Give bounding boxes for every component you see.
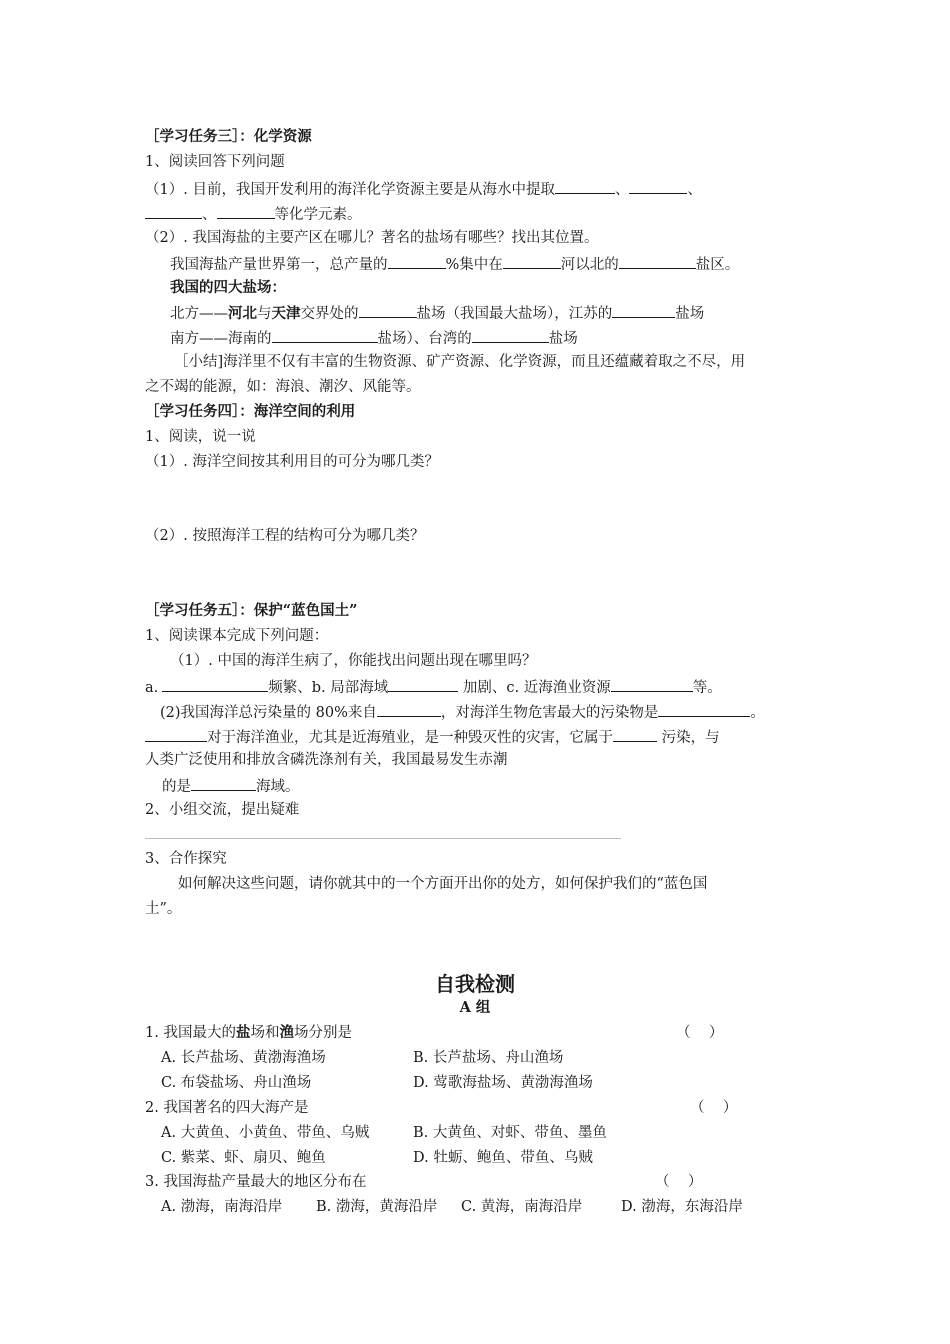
south-text: 盐场）、台湾的 xyxy=(377,331,472,347)
salt-text: 盐区。 xyxy=(695,257,740,273)
q3-option-c[interactable]: C. 黄海，南海沿岸 xyxy=(461,1199,583,1215)
question-1-stem xyxy=(145,1023,352,1043)
salt-text: 我国海盐产量世界第一，总产量的 xyxy=(170,257,388,273)
answer-blank[interactable] xyxy=(503,253,561,269)
q2-option-c[interactable]: C. 紫菜、虾、扇贝、鲍鱼 xyxy=(161,1150,326,1166)
q2-option-b[interactable]: B. 大黄鱼、对虾、带鱼、墨鱼 xyxy=(413,1125,607,1141)
task3-q1-1-line xyxy=(145,178,702,200)
problem-text: a. xyxy=(145,680,159,696)
answer-blank[interactable] xyxy=(145,726,207,742)
answer-blank[interactable] xyxy=(613,726,657,742)
stem-bold: 渔 xyxy=(279,1024,294,1041)
task3-q1: 1、阅读回答下列问题 xyxy=(145,154,285,170)
pollution-line xyxy=(160,701,765,723)
q2-option-d[interactable]: D. 牡蛎、鲍鱼、带鱼、乌贼 xyxy=(413,1150,593,1166)
pollution-line-4: 人类广泛使用和排放含磷洗涤剂有关，我国最易发生赤潮 xyxy=(145,752,508,768)
task5-q3: 3、合作探究 xyxy=(145,851,227,867)
q3-option-b[interactable]: B. 渤海，黄海沿岸 xyxy=(316,1199,438,1215)
answer-blank[interactable] xyxy=(359,302,417,318)
self-test-title: 自我检测 xyxy=(435,972,515,996)
pollution-text: 污染，与 xyxy=(657,730,720,746)
four-salt-fields-heading: 我国的四大盐场： xyxy=(170,279,286,296)
north-text: 交界处的 xyxy=(300,306,359,322)
pollution-text: 。 xyxy=(750,705,765,721)
red-tide-text: 海域。 xyxy=(256,779,300,795)
south-text: 南方——海南的 xyxy=(170,331,272,347)
task4-q1-1: （1）. 海洋空间按其利用目的可分为哪几类？ xyxy=(145,454,439,470)
answer-blank[interactable] xyxy=(145,203,202,219)
group-label: A 组 xyxy=(459,999,491,1016)
task5-q1: 1、阅读课本完成下列问题： xyxy=(145,628,329,644)
salt-text: 河以北的 xyxy=(560,257,619,273)
north-text: 盐场（我国最大盐场），江苏的 xyxy=(416,306,613,322)
separator: 、 xyxy=(202,207,217,223)
problem-text: 等。 xyxy=(692,680,722,696)
south-salt-line xyxy=(170,327,578,349)
separator: 、 xyxy=(687,182,702,198)
answer-blank[interactable] xyxy=(658,701,750,717)
answer-blank[interactable] xyxy=(217,203,275,219)
answer-blank[interactable] xyxy=(629,178,687,194)
tianjin-text: 天津 xyxy=(271,305,301,322)
question-3-stem: 3. 我国海盐产量最大的地区分布在 xyxy=(145,1174,367,1190)
summary-line-2: 之不竭的能源，如：海浪、潮汐、风能等。 xyxy=(145,379,421,395)
answer-blank[interactable] xyxy=(272,327,378,343)
task5-heading: ［学习任务五］：保护“蓝色国土” xyxy=(145,602,358,619)
q1-option-b[interactable]: B. 长芦盐场、舟山渔场 xyxy=(413,1050,564,1066)
answer-paren[interactable]: （ ） xyxy=(676,1025,724,1041)
answer-paren[interactable]: （ ） xyxy=(690,1100,738,1116)
salt-production-line xyxy=(170,253,739,275)
q1-option-d[interactable]: D. 莺歌海盐场、黄渤海渔场 xyxy=(413,1075,593,1091)
north-text: 与 xyxy=(257,306,272,322)
task3-q1-1-end: 等化学元素。 xyxy=(274,207,362,223)
problems-line xyxy=(145,676,722,698)
task5-q2: 2、小组交流，提出疑难 xyxy=(145,802,300,818)
divider-line xyxy=(145,838,621,839)
answer-blank[interactable] xyxy=(611,676,693,692)
answer-paren[interactable]: （ ） xyxy=(655,1174,703,1190)
task5-q3-text-1: 如何解决这些问题，请你就其中的一个方面开出你的处方，如何保护我们的“蓝色国 xyxy=(178,876,708,892)
red-tide-text: 的是 xyxy=(162,779,191,795)
task4-heading: ［学习任务四］：海洋空间的利用 xyxy=(145,403,356,420)
answer-blank[interactable] xyxy=(377,701,441,717)
task4-q1-2: （2）. 按照海洋工程的结构可分为哪几类？ xyxy=(145,528,425,544)
answer-blank[interactable] xyxy=(191,775,256,791)
q3-option-d[interactable]: D. 渤海，东海沿岸 xyxy=(621,1199,743,1215)
stem-text: 场分别是 xyxy=(293,1025,352,1041)
answer-blank[interactable] xyxy=(162,676,268,692)
answer-blank[interactable] xyxy=(619,253,696,269)
answer-blank[interactable] xyxy=(612,302,675,318)
north-salt-line xyxy=(170,302,704,324)
q1-option-c[interactable]: C. 布袋盐场、舟山渔场 xyxy=(161,1075,312,1091)
north-text: 北方—— xyxy=(170,306,228,322)
south-text: 盐场 xyxy=(548,331,578,347)
stem-text: 1. 我国最大的 xyxy=(145,1025,236,1041)
answer-blank[interactable] xyxy=(388,676,458,692)
hebei-text: 河北 xyxy=(228,305,257,322)
task5-q3-text-2: 土”。 xyxy=(145,901,182,917)
question-2-stem: 2. 我国著名的四大海产是 xyxy=(145,1100,309,1116)
task3-heading: ［学习任务三］：化学资源 xyxy=(145,128,312,145)
q2-option-a[interactable]: A. 大黄鱼、小黄鱼、带鱼、乌贼 xyxy=(161,1125,370,1141)
answer-blank[interactable] xyxy=(472,327,549,343)
task3-q1-2: （2）. 我国海盐的主要产区在哪儿？著名的盐场有哪些？找出其位置。 xyxy=(145,230,599,246)
task5-q1-1: （1）. 中国的海洋生病了，你能找出问题出现在哪里吗？ xyxy=(170,653,537,669)
task3-q1-1-text: （1）. 目前，我国开发利用的海洋化学资源主要是从海水中提取 xyxy=(145,182,555,198)
separator: 、 xyxy=(614,182,630,198)
stem-bold: 盐 xyxy=(235,1024,251,1041)
salt-text: %集中在 xyxy=(445,257,503,273)
answer-blank[interactable] xyxy=(555,178,615,194)
pollution-line-3 xyxy=(145,726,720,748)
answer-blank[interactable] xyxy=(388,253,446,269)
problem-text: 加剧、c. 近海渔业资源 xyxy=(458,680,611,696)
pollution-text: (2)我国海洋总污染量的 80%来自 xyxy=(160,705,377,721)
task3-q1-1-line2 xyxy=(145,203,362,225)
q3-option-a[interactable]: A. 渤海，南海沿岸 xyxy=(161,1199,283,1215)
task4-q1: 1、阅读，说一说 xyxy=(145,429,256,445)
problem-text: 频繁、b. 局部海域 xyxy=(268,680,389,696)
north-text: 盐场 xyxy=(675,306,705,322)
pollution-text: ，对海洋生物危害最大的污染物是 xyxy=(440,705,659,721)
summary-line-1: ［小结]海洋里不仅有丰富的生物资源、矿产资源、化学资源，而且还蕴藏着取之不尽，用 xyxy=(174,354,746,370)
stem-text: 场和 xyxy=(250,1025,280,1041)
q1-option-a[interactable]: A. 长芦盐场、黄渤海渔场 xyxy=(161,1050,326,1066)
red-tide-line xyxy=(162,775,300,797)
pollution-text: 对于海洋渔业，尤其是近海殖业，是一种毁灭性的灾害，它属于 xyxy=(207,730,613,746)
